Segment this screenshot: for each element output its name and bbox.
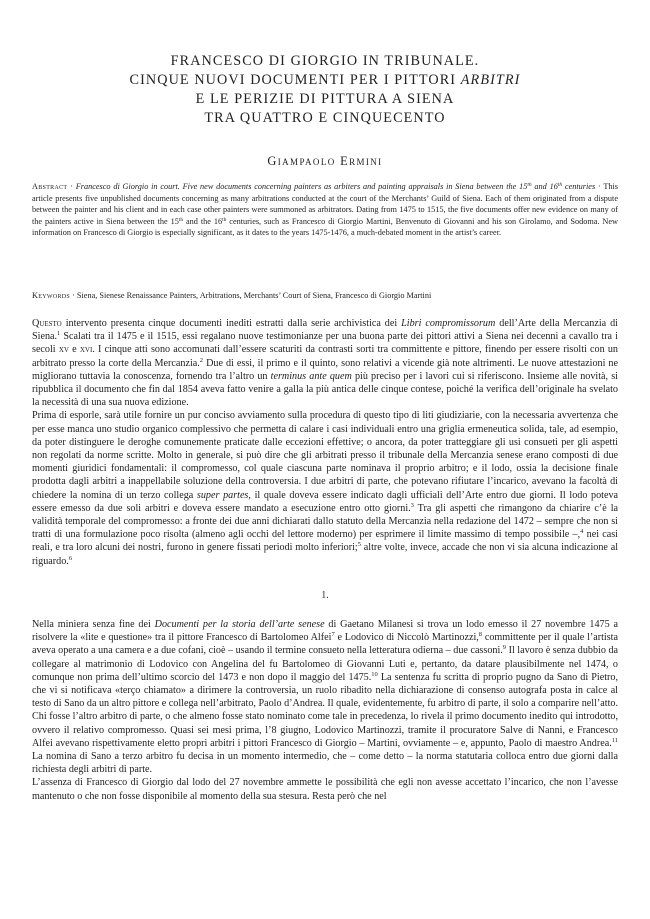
paragraph [32,409,618,567]
superscript: th [178,216,184,223]
text-run: Due di essi, il primo e il quinto, sono relativi a vicende già note altrimenti. Le nuove attestazioni ne migliorano tuttavia la conoscenza, fornendo tra l’altro un [32,357,618,382]
footnote-ref[interactable]: 7 [331,631,335,639]
author-name: Giampaolo Ermini [267,154,383,168]
footnote-ref[interactable]: 8 [478,631,483,639]
italic-title: Libri compromissorum [401,318,496,329]
section-number: 1. [321,590,329,601]
section-1-body [32,618,618,803]
superscript: th [222,216,227,223]
abstract-text: centuries, such as Francesco di Giorgio Martini, Benvenuto di Giovanni and his son Girolamo, and Sodoma. New information on Francesco di Giorgio is especially significant, as it dates to the years 1475-1476, a much-debated moment in the artist’s career. [32,216,618,238]
italic-title: Documenti per la storia dell’arte senese [154,619,325,630]
english-title: centuries [562,182,596,191]
abstract-text: · This article presents five unpublished documents concerning as many arbitrations conducted at the court of the Merchants’ Guild of Siena. Each of them originated from a dispute between the painter and his client and in each case other painters were summoned as arbitrators. Dating from 1475 to 1515, the five documents offer new evidence on many of the painters active in Siena between the 15 [32,182,619,226]
abstract-label: Abstract [32,182,68,191]
superscript: th [527,182,532,188]
text-run: , il quale doveva essere indicato dagli ufficiali dell’Arte entro due giorni. Il lodo poteva essere emesso da due soli arbitri e doveva essere mandato a esecuzione entro otto giorni. [32,489,619,514]
title-italic-word: ARBITRI [460,72,521,88]
text-run: Il lavoro è senza dubbio da collegare al matrimonio di Lodovico con Angelina del fu Bartolomeo di Giovanni Luti e, pertanto, da datare plausibilmente nel 1474, o comunque non prima dell’ultimo scorcio del 1473 e non dopo il maggio del 1475. [32,645,619,683]
italic-phrase: super partes [196,489,249,501]
english-title: Francesco di Giorgio in court. Five new documents concerning painters as arbiters and painting appraisals in Siena between the 15 [75,182,528,191]
text-run: intervento presenta cinque documenti inediti estratti dalla serie archivistica dei [61,318,402,329]
superscript: th [557,182,563,188]
text-run: nei casi reali, e tra loro alcuni dei nostri, furono in genere fissati periodi molto inferiori; [32,529,618,554]
text-run: Prima di esporle, sarà utile fornire un pur conciso avviamento sulla procedura di questo tipo di liti giudiziarie, con la necessaria avvertenza che per esse manca uno studio organico complessivo che permetta di calare i casi individuali entro una griglia ermeneutica solida, tale, ad esempio, da poter distinguere le deroghe comunemente praticate dalle eccezioni effettive; o ancora, da poter tratteggiare gli usi consueti per gli aspetti non regolati da norme scritte. Molto in generale, si può dire che gli arbitrati presso il tribunale della Mercanzia senese erano composti di due momenti giuridici fondamentali: il compromesso, col quale ciascuna parte nominava il proprio arbitro; e il lodo, ossia la decisione finale prodotta dagli arbitri a inappellabile soluzione della controversia. I due arbitri di parte, che potevano rifiutare l’incarico, avevano la facoltà di chiedere la nomina di un terzo collega [32,410,618,501]
footnote-ref[interactable]: 10 [371,670,378,678]
english-title: and 16 [531,182,558,191]
century-numeral: xv [58,344,69,356]
paragraph [32,618,618,776]
footnote-ref[interactable]: 4 [580,528,584,536]
footnote-ref[interactable]: 6 [68,554,73,562]
text-run: e [68,344,80,356]
text-run: dell’Arte della Mercanzia di Siena. [32,318,618,343]
title-line: FRANCESCO DI GIORGIO IN TRIBUNALE. [170,53,480,69]
footnote-ref[interactable]: 3 [410,501,414,509]
text-run: Nella miniera senza fine dei [32,619,155,630]
opening-word: Questo [32,318,62,329]
title-line [40,71,610,90]
paragraph: L’assenza di Francesco di Giorgio dal lodo del 27 novembre ammette le possibilità che egli non avesse accettato l’incarico, che non l’avesse mantenuto o che non fosse disponibile al momento della sua stesura. Resta però che nel [32,777,618,802]
text-run: . I cinque atti sono accomunati dall’essere scaturiti da contrasti sorti tra committente e pittore, finendo per essere risolti con un arbitrato presso la corte della Mercanzia. [32,344,618,369]
abstract [32,181,618,239]
keywords [32,290,618,302]
title-line: E LE PERIZIE DI PITTURA A SIENA [195,91,455,107]
text-run: Tra gli aspetti che rimangono da chiarire c’è la validità temporale del compromesso: a fronte dei due anni dichiarati dallo statuto della Mercanzia nella redazione del 1472 – sempre che non si tratti di una formulazione poco risolta (almeno agli occhi del lettore moderno) per esprimere il limite massimo di tempo possibile –, [32,502,619,541]
title-text: CINQUE NUOVI DOCUMENTI PER I PITTORI [129,72,461,88]
abstract-text: and the 16 [183,216,223,226]
keywords-text: · Siena, Sienese Renaissance Painters, Arbitrations, Merchants’ Court of Siena, Francesco di Giorgio Martini [70,291,432,300]
introduction [32,317,618,568]
title-line: TRA QUATTRO E CINQUECENTO [204,110,446,126]
text-run: altre volte, invece, accade che non vi sia alcuna indicazione al riguardo. [32,542,619,567]
century-numeral: xvi [79,344,93,356]
footnote-ref[interactable]: 11 [611,736,618,744]
footnote-ref[interactable]: 2 [199,356,204,364]
text-run: committente per il quale l’artista aveva operato a una camera e a due cofani, cioè – usando il termine consueto nella letteratura odierna – due cassoni. [32,632,618,657]
text-run: più preciso per i lavori cui si riferiscono. Insieme alle novità, si ripubblica il documento che fin dal 1854 aveva fatto venire a galla la più antica delle cinque contese, poiché la verifica dell’originale ha svelato la necessità di una sua nuova edizione. [32,370,618,409]
text-run: Scalati tra il 1475 e il 1515, essi regalano nuove testimonianze per una buona parte dei pittori attivi a Siena nei decenni a cavallo tra i secoli [32,331,618,356]
italic-phrase: terminus ante quem [270,370,352,382]
separator: · [67,182,76,191]
footnote-ref[interactable]: 1 [57,330,61,338]
footnote-ref[interactable]: 9 [502,644,507,652]
keywords-label: Keywords [32,291,71,300]
paragraph [32,317,618,409]
text-run: La nomina di Sano a terzo arbitro fu decisa in un momento intermedio, che – come detto – la norma statutaria colloca entro due giorni dalla richiesta degli arbitri di parte. [32,751,618,776]
article-title [40,52,610,128]
text-run: La sentenza fu scritta di proprio pugno da Sano di Pietro, che vi si notificava «terço chiamato» a dirimere la controversia, un ruolo ribadito nella dichiarazione di consenso autografa posta in calce al testo di Sano da un altro pittore e collega nell’arbitrato, Paolo d’Andrea. Il quale, evidentemente, fu arbitro di parte, il solo a comparire nell’atto. Chi fosse l’altro arbitro di parte, o che almeno fosse stato nominato come tale in precedenza, lo rivela il primo documento inedito qui introdotto, ovvero il relativo compromesso. Quasi sei mesi prima, l’8 giugno, Lodovico Martinozzi, tramite il procuratore Salve di Nanni, e Francesco Alfei avevano rispettivamente eletto propri arbitri i pittori Francesco di Giorgio – Martini, ovviamente – e, appunto, Paolo di maestro Andrea. [32,671,618,749]
footnote-ref[interactable]: 5 [357,541,361,549]
text-run: di Gaetano Milanesi si trova un lodo emesso il 27 novembre 1475 a risolvere la «lite e questione» tra il pittore Francesco di Bartolomeo Alfei [32,619,619,644]
text-run: e Lodovico di Niccolò Martinozzi, [334,632,479,644]
